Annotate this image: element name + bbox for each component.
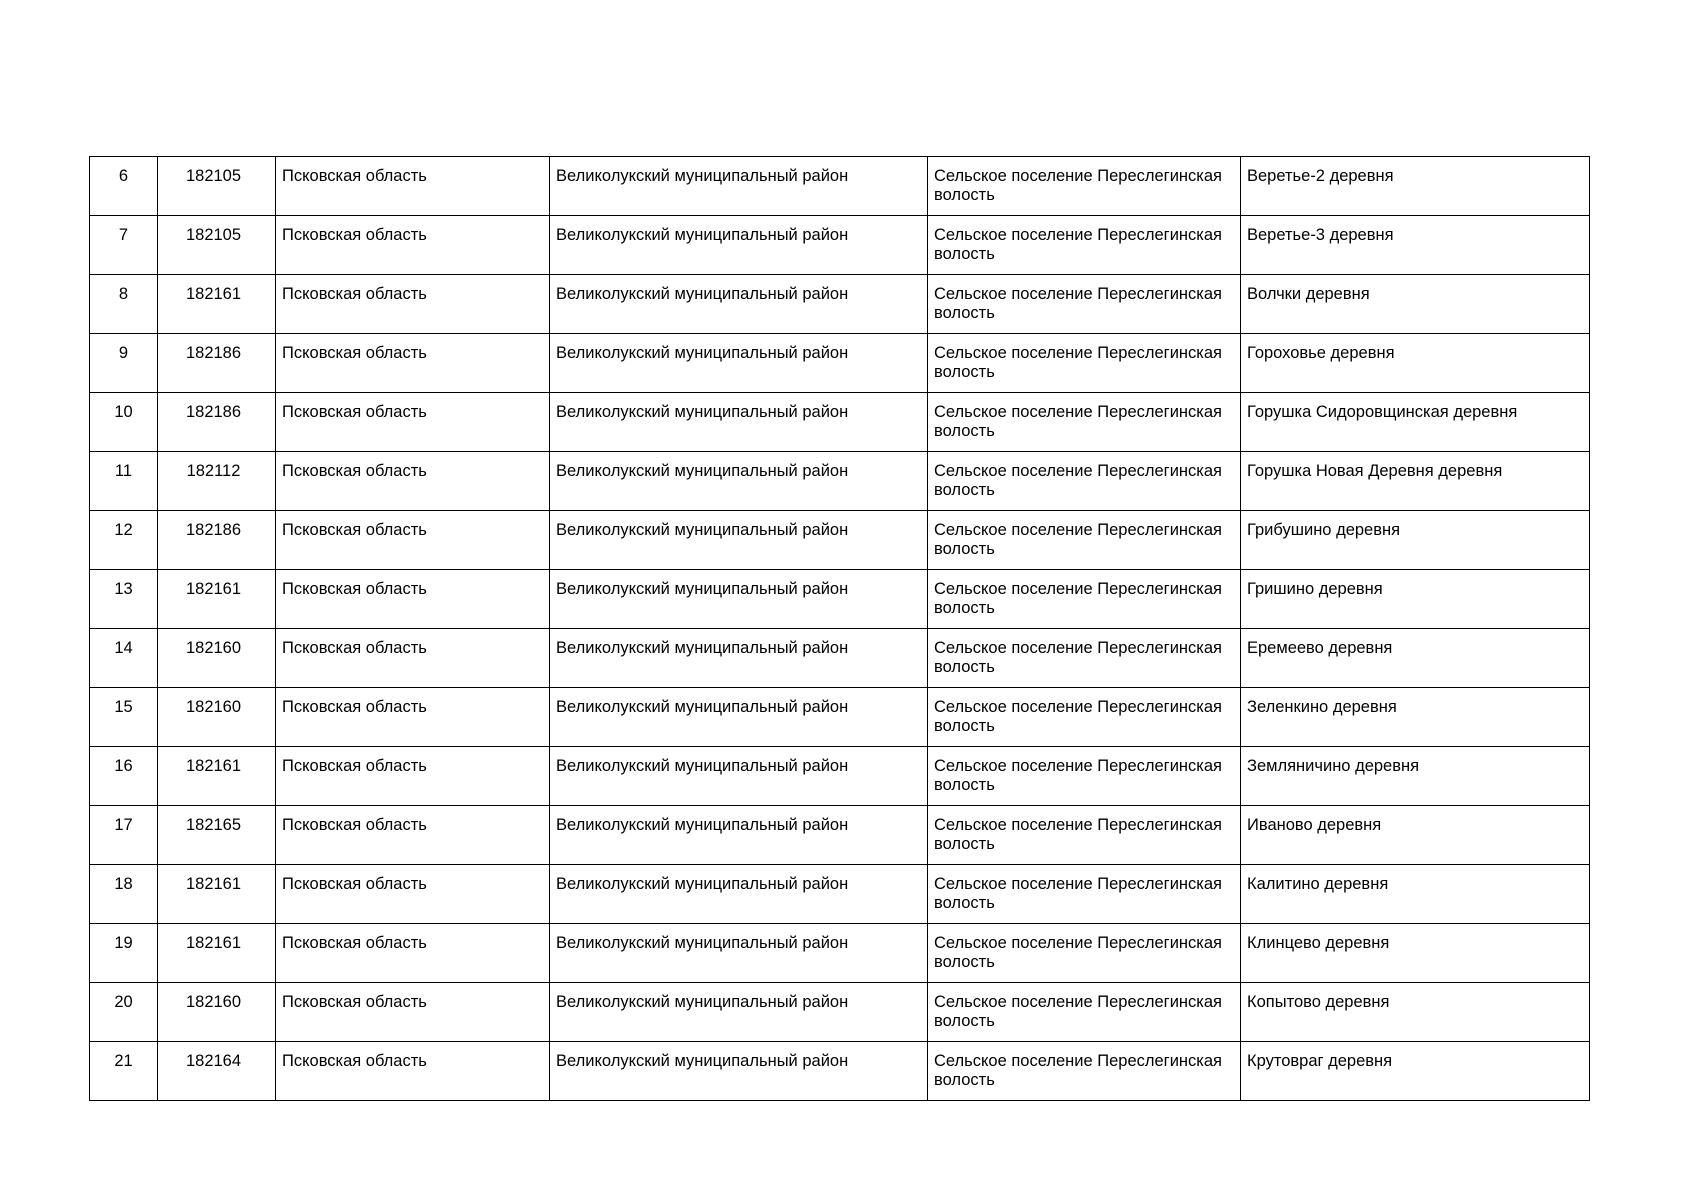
district-cell: Великолукский муниципальный район: [550, 393, 928, 452]
row-number-cell: 7: [90, 216, 158, 275]
table-row: [90, 452, 1590, 511]
table-row: [90, 688, 1590, 747]
locality-cell: Гришино деревня: [1241, 570, 1590, 629]
row-number-cell: 6: [90, 157, 158, 216]
table-row: [90, 924, 1590, 983]
region-cell: Псковская область: [276, 393, 550, 452]
district-cell: Великолукский муниципальный район: [550, 1042, 928, 1101]
locality-cell: Гороховье деревня: [1241, 334, 1590, 393]
region-cell: Псковская область: [276, 983, 550, 1042]
postal-index-cell: 182112: [158, 452, 276, 511]
region-cell: Псковская область: [276, 865, 550, 924]
region-cell: Псковская область: [276, 806, 550, 865]
postal-index-cell: 182105: [158, 216, 276, 275]
region-cell: Псковская область: [276, 216, 550, 275]
postal-index-cell: 182161: [158, 865, 276, 924]
district-cell: Великолукский муниципальный район: [550, 275, 928, 334]
settlement-cell: Сельское поселение Переслегинская волость: [928, 393, 1241, 452]
locality-cell: Горушка Сидоровщинская деревня: [1241, 393, 1590, 452]
district-cell: Великолукский муниципальный район: [550, 511, 928, 570]
district-cell: Великолукский муниципальный район: [550, 983, 928, 1042]
locality-cell: Копытово деревня: [1241, 983, 1590, 1042]
postal-index-cell: 182186: [158, 393, 276, 452]
postal-index-cell: 182161: [158, 924, 276, 983]
locality-cell: Зеленкино деревня: [1241, 688, 1590, 747]
postal-index-cell: 182160: [158, 688, 276, 747]
settlement-cell: Сельское поселение Переслегинская волость: [928, 688, 1241, 747]
postal-index-cell: 182164: [158, 1042, 276, 1101]
row-number-cell: 10: [90, 393, 158, 452]
region-cell: Псковская область: [276, 629, 550, 688]
district-cell: Великолукский муниципальный район: [550, 452, 928, 511]
table-row: [90, 1042, 1590, 1101]
locality-cell: Горушка Новая Деревня деревня: [1241, 452, 1590, 511]
table-row: [90, 983, 1590, 1042]
address-table: [89, 156, 1590, 1101]
settlement-cell: Сельское поселение Переслегинская волость: [928, 452, 1241, 511]
row-number-cell: 8: [90, 275, 158, 334]
row-number-cell: 17: [90, 806, 158, 865]
region-cell: Псковская область: [276, 334, 550, 393]
row-number-cell: 20: [90, 983, 158, 1042]
postal-index-cell: 182165: [158, 806, 276, 865]
table-row: [90, 806, 1590, 865]
table-row: [90, 511, 1590, 570]
district-cell: Великолукский муниципальный район: [550, 216, 928, 275]
locality-cell: Грибушино деревня: [1241, 511, 1590, 570]
table-row: [90, 747, 1590, 806]
settlement-cell: Сельское поселение Переслегинская волость: [928, 747, 1241, 806]
settlement-cell: Сельское поселение Переслегинская волость: [928, 924, 1241, 983]
district-cell: Великолукский муниципальный район: [550, 334, 928, 393]
settlement-cell: Сельское поселение Переслегинская волость: [928, 570, 1241, 629]
settlement-cell: Сельское поселение Переслегинская волость: [928, 511, 1241, 570]
region-cell: Псковская область: [276, 511, 550, 570]
table-row: [90, 157, 1590, 216]
postal-index-cell: 182105: [158, 157, 276, 216]
row-number-cell: 21: [90, 1042, 158, 1101]
table-row: [90, 865, 1590, 924]
locality-cell: Земляничино деревня: [1241, 747, 1590, 806]
postal-index-cell: 182161: [158, 275, 276, 334]
row-number-cell: 14: [90, 629, 158, 688]
locality-cell: Волчки деревня: [1241, 275, 1590, 334]
settlement-cell: Сельское поселение Переслегинская волость: [928, 629, 1241, 688]
locality-cell: Еремеево деревня: [1241, 629, 1590, 688]
postal-index-cell: 182160: [158, 629, 276, 688]
settlement-cell: Сельское поселение Переслегинская волость: [928, 334, 1241, 393]
postal-index-cell: 182186: [158, 511, 276, 570]
row-number-cell: 13: [90, 570, 158, 629]
table-row: [90, 570, 1590, 629]
row-number-cell: 18: [90, 865, 158, 924]
locality-cell: Калитино деревня: [1241, 865, 1590, 924]
postal-index-cell: 182160: [158, 983, 276, 1042]
row-number-cell: 19: [90, 924, 158, 983]
locality-cell: Веретье-3 деревня: [1241, 216, 1590, 275]
row-number-cell: 9: [90, 334, 158, 393]
region-cell: Псковская область: [276, 570, 550, 629]
locality-cell: Иваново деревня: [1241, 806, 1590, 865]
postal-index-cell: 182161: [158, 747, 276, 806]
settlement-cell: Сельское поселение Переслегинская волость: [928, 1042, 1241, 1101]
postal-index-cell: 182161: [158, 570, 276, 629]
region-cell: Псковская область: [276, 452, 550, 511]
table-row: [90, 393, 1590, 452]
row-number-cell: 11: [90, 452, 158, 511]
region-cell: Псковская область: [276, 275, 550, 334]
region-cell: Псковская область: [276, 747, 550, 806]
region-cell: Псковская область: [276, 1042, 550, 1101]
region-cell: Псковская область: [276, 924, 550, 983]
settlement-cell: Сельское поселение Переслегинская волость: [928, 157, 1241, 216]
row-number-cell: 15: [90, 688, 158, 747]
locality-cell: Клинцево деревня: [1241, 924, 1590, 983]
table-row: [90, 275, 1590, 334]
settlement-cell: Сельское поселение Переслегинская волость: [928, 983, 1241, 1042]
table-row: [90, 334, 1590, 393]
district-cell: Великолукский муниципальный район: [550, 629, 928, 688]
settlement-cell: Сельское поселение Переслегинская волость: [928, 806, 1241, 865]
district-cell: Великолукский муниципальный район: [550, 865, 928, 924]
district-cell: Великолукский муниципальный район: [550, 747, 928, 806]
region-cell: Псковская область: [276, 688, 550, 747]
district-cell: Великолукский муниципальный район: [550, 806, 928, 865]
locality-cell: Крутовраг деревня: [1241, 1042, 1590, 1101]
locality-cell: Веретье-2 деревня: [1241, 157, 1590, 216]
district-cell: Великолукский муниципальный район: [550, 924, 928, 983]
table-row: [90, 629, 1590, 688]
row-number-cell: 12: [90, 511, 158, 570]
table-row: [90, 216, 1590, 275]
address-table-body: [90, 157, 1590, 1101]
district-cell: Великолукский муниципальный район: [550, 157, 928, 216]
settlement-cell: Сельское поселение Переслегинская волость: [928, 275, 1241, 334]
district-cell: Великолукский муниципальный район: [550, 688, 928, 747]
settlement-cell: Сельское поселение Переслегинская волость: [928, 216, 1241, 275]
settlement-cell: Сельское поселение Переслегинская волость: [928, 865, 1241, 924]
row-number-cell: 16: [90, 747, 158, 806]
postal-index-cell: 182186: [158, 334, 276, 393]
district-cell: Великолукский муниципальный район: [550, 570, 928, 629]
region-cell: Псковская область: [276, 157, 550, 216]
